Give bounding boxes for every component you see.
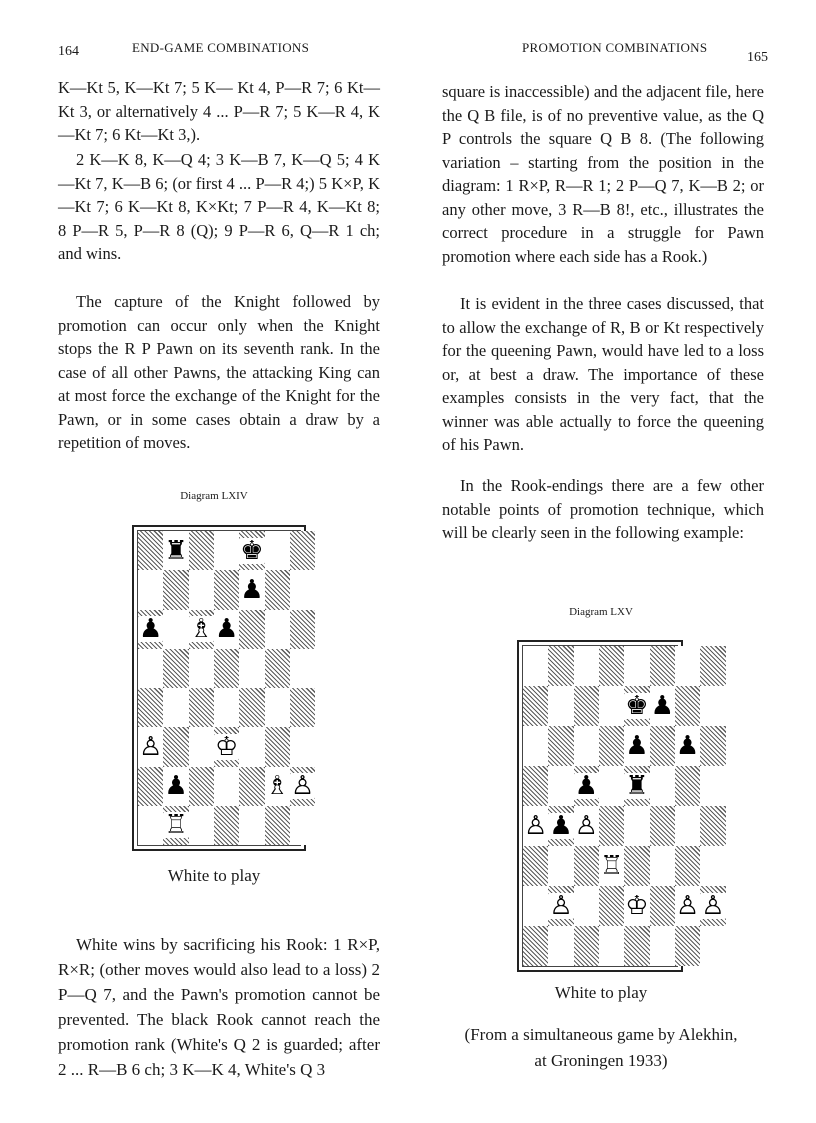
board-square <box>214 649 239 688</box>
board-square <box>599 846 624 886</box>
white-bishop-icon: ♗ <box>189 614 213 645</box>
board-square <box>599 686 624 726</box>
black-king-icon: ♚ <box>240 535 264 566</box>
board-square <box>138 570 163 609</box>
board-square <box>700 886 725 926</box>
paragraph: K—Kt 5, K—Kt 7; 5 K— Kt 4, P—R 7; 6 Kt—Kt 3, or alternatively 4 ... P—R 7; 5 K—R 4, K—Kt 7; 6 Kt—Kt 3,). <box>58 78 380 144</box>
board-square <box>290 610 315 649</box>
board-square <box>189 649 214 688</box>
black-king-icon: ♚ <box>625 691 649 721</box>
black-pawn-icon: ♟ <box>625 731 649 761</box>
board-square <box>265 688 290 727</box>
board-square <box>650 926 675 966</box>
black-pawn-icon: ♟ <box>164 771 188 802</box>
board-square <box>624 846 649 886</box>
paragraph: 2 K—K 8, K—Q 4; 3 K—B 7, K—Q 5; 4 K—Kt 7, K—B 6; (or first 4 ... P—R 4;) 5 K×P, K—Kt 7; 6 K—Kt 8, K×Kt; 7 P—R 4, K—Kt 8; 8 P—R 5, P—R 8 (Q); 9 P—R 6, Q—R 1 ch; and wins. <box>58 150 380 263</box>
board-square <box>523 686 548 726</box>
running-head: PROMOTION COMBINATIONS <box>522 40 708 55</box>
board-square <box>214 806 239 845</box>
board-square <box>239 727 264 766</box>
board-square <box>599 726 624 766</box>
board-square <box>624 686 649 726</box>
board-square <box>138 806 163 845</box>
board-square <box>189 727 214 766</box>
black-rook-icon: ♜ <box>625 771 649 801</box>
board-square <box>138 610 163 649</box>
white-pawn-icon: ♙ <box>290 771 315 802</box>
chess-diagram-lxiv <box>132 525 315 851</box>
board-square <box>163 531 188 570</box>
board-square <box>675 646 700 686</box>
board-square <box>675 686 700 726</box>
board-square <box>548 886 573 926</box>
board-square <box>189 767 214 806</box>
board-square <box>265 727 290 766</box>
board-square <box>189 570 214 609</box>
white-pawn-icon: ♙ <box>524 811 548 841</box>
board-square <box>700 766 725 806</box>
board-square <box>239 649 264 688</box>
black-pawn-icon: ♟ <box>139 614 163 645</box>
board-square <box>239 767 264 806</box>
board-square <box>189 531 214 570</box>
board-square <box>290 727 315 766</box>
board-square <box>523 726 548 766</box>
board-square <box>574 726 599 766</box>
board-square <box>700 926 725 966</box>
white-rook-icon: ♖ <box>599 851 624 881</box>
board-square <box>574 766 599 806</box>
page-number: 165 <box>747 50 768 65</box>
board-square <box>650 686 675 726</box>
board-square <box>548 926 573 966</box>
diagram-label: Diagram LXV <box>569 606 633 618</box>
board-square <box>290 649 315 688</box>
board-square <box>700 646 725 686</box>
board-square <box>599 926 624 966</box>
board-square <box>650 766 675 806</box>
board-square <box>214 570 239 609</box>
board-square <box>265 767 290 806</box>
board-square <box>214 610 239 649</box>
board-square <box>548 806 573 846</box>
board-square <box>265 531 290 570</box>
board-square <box>574 646 599 686</box>
paragraph: White wins by sacrificing his Rook: 1 R×P, R×R; (other moves would also lead to a loss) 2 P—Q 7, and the Pawn's promotion cannot be prevented. The black Rook cannot reach the promotion rank (White's Q 2 is guarded; after 2 ... R—B 6 ch; 3 K—K 4, White's Q 3 <box>58 935 380 1079</box>
board-square <box>599 646 624 686</box>
paragraph: It is evident in the three cases discussed, that to allow the exchange of R, B or Kt respectively for the queening Pawn, would have led to a loss or, at best a draw. The importance of these examples consists in the very fact, that the winner was able actually to force the queening of his Pawn. <box>442 294 764 454</box>
board-square <box>650 806 675 846</box>
board-square <box>523 766 548 806</box>
white-pawn-icon: ♙ <box>701 891 725 921</box>
board-square <box>290 531 315 570</box>
board-square <box>523 646 548 686</box>
board-grid <box>137 530 315 846</box>
board-square <box>163 610 188 649</box>
black-pawn-icon: ♟ <box>240 574 264 605</box>
board-square <box>265 649 290 688</box>
board-square <box>675 726 700 766</box>
board-square <box>675 926 700 966</box>
board-square <box>650 726 675 766</box>
board-square <box>523 806 548 846</box>
board-square <box>163 806 188 845</box>
board-square <box>574 686 599 726</box>
board-square <box>574 846 599 886</box>
board-square <box>624 766 649 806</box>
white-pawn-icon: ♙ <box>675 891 700 921</box>
white-king-icon: ♔ <box>214 731 239 762</box>
white-pawn-icon: ♙ <box>574 811 598 841</box>
board-square <box>675 846 700 886</box>
board-square <box>700 726 725 766</box>
board-square <box>239 570 264 609</box>
board-square <box>265 806 290 845</box>
board-square <box>138 688 163 727</box>
source-note: (From a simultaneous game by Alekhin, at Groningen 1933) <box>464 1025 738 1070</box>
board-square <box>675 886 700 926</box>
board-square <box>138 649 163 688</box>
board-square <box>650 846 675 886</box>
black-pawn-icon: ♟ <box>650 691 674 721</box>
board-square <box>675 806 700 846</box>
diagram-caption: White to play <box>554 983 648 1002</box>
board-square <box>624 886 649 926</box>
board-square <box>163 649 188 688</box>
white-bishop-icon: ♗ <box>265 771 289 802</box>
board-square <box>214 767 239 806</box>
board-square <box>523 926 548 966</box>
chess-diagram-lxv <box>517 640 725 972</box>
board-square <box>574 886 599 926</box>
board-square <box>189 688 214 727</box>
board-square <box>290 767 315 806</box>
board-square <box>239 531 264 570</box>
board-square <box>650 886 675 926</box>
board-square <box>624 926 649 966</box>
black-pawn-icon: ♟ <box>574 771 598 801</box>
diagram-label: Diagram LXIV <box>180 490 248 502</box>
board-square <box>548 686 573 726</box>
board-square <box>548 646 573 686</box>
black-pawn-icon: ♟ <box>549 811 573 841</box>
white-pawn-icon: ♙ <box>549 891 573 921</box>
board-square <box>548 846 573 886</box>
board-square <box>548 726 573 766</box>
board-square <box>163 570 188 609</box>
board-square <box>189 610 214 649</box>
board-square <box>214 688 239 727</box>
board-square <box>138 531 163 570</box>
board-square <box>290 806 315 845</box>
board-square <box>163 727 188 766</box>
paragraph: square is inaccessible) and the adjacent file, here the Q B file, is of no preventive value, as the Q P controls the square Q B 8. (The following variation – starting from the position in the diagram: 1 R×P, R—R 1; 2 P—Q 7, K—B 2; or any other move, 3 R—B 8!, etc., illustrates the correct procedure in a struggle for Pawn promotion where each side has a Rook.) <box>442 82 764 266</box>
board-square <box>189 806 214 845</box>
board-square <box>574 806 599 846</box>
board-square <box>599 806 624 846</box>
board-square <box>599 886 624 926</box>
board-square <box>700 686 725 726</box>
board-square <box>675 766 700 806</box>
board-square <box>700 846 725 886</box>
board-square <box>265 570 290 609</box>
board-square <box>290 688 315 727</box>
board-square <box>548 766 573 806</box>
board-square <box>624 726 649 766</box>
board-square <box>214 727 239 766</box>
diagram-caption: White to play <box>167 866 261 885</box>
black-pawn-icon: ♟ <box>675 731 700 761</box>
board-square <box>650 646 675 686</box>
board-square <box>523 846 548 886</box>
board-square <box>138 727 163 766</box>
board-square <box>700 806 725 846</box>
board-square <box>523 886 548 926</box>
board-square <box>239 806 264 845</box>
board-square <box>239 688 264 727</box>
board-square <box>599 766 624 806</box>
white-king-icon: ♔ <box>625 891 649 921</box>
page-number: 164 <box>58 44 79 59</box>
board-square <box>290 570 315 609</box>
board-grid <box>522 645 725 967</box>
running-head: END-GAME COMBINATIONS <box>132 40 310 55</box>
board-square <box>239 610 264 649</box>
black-rook-icon: ♜ <box>164 535 188 566</box>
board-square <box>574 926 599 966</box>
board-square <box>163 767 188 806</box>
board-square <box>163 688 188 727</box>
paragraph: In the Rook-endings there are a few other notable points of promotion technique, which will be clearly seen in the following example: <box>442 476 764 542</box>
board-square <box>265 610 290 649</box>
board-square <box>138 767 163 806</box>
board-square <box>624 646 649 686</box>
black-pawn-icon: ♟ <box>214 614 239 645</box>
paragraph: The capture of the Knight followed by promotion can occur only when the Knight stops the R P Pawn on its seventh rank. In the case of all other Pawns, the attacking King can at most force the exchange of the Knight for the Pawn, or in some cases obtain a draw by a repetition of moves. <box>58 292 380 452</box>
white-pawn-icon: ♙ <box>139 731 163 762</box>
board-square <box>624 806 649 846</box>
white-rook-icon: ♖ <box>164 810 188 841</box>
board-square <box>214 531 239 570</box>
